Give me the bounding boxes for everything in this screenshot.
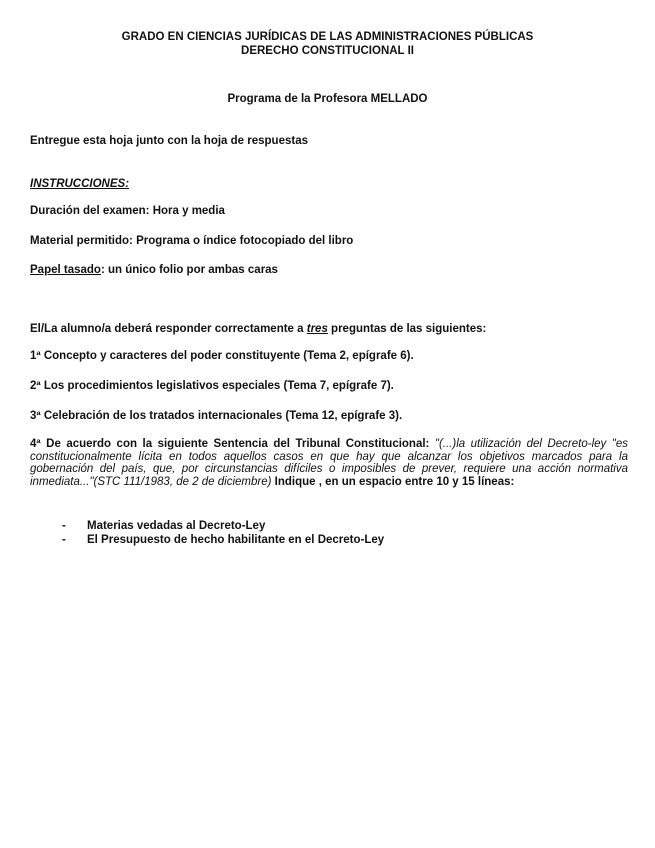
question-4-lead: 4ª De acuerdo con la siguiente Sentencia del Tribunal Constitucional: <box>30 438 430 450</box>
bullet-dash: - <box>62 520 66 532</box>
prompt-after: preguntas de las siguientes: <box>327 323 487 335</box>
question-1: 1ª Concepto y caracteres del poder constituyente (Tema 2, epígrafe 6). <box>30 350 414 362</box>
answer-prompt <box>30 323 628 335</box>
list-item <box>62 520 265 532</box>
instructions-heading: INSTRUCCIONES: <box>30 178 130 190</box>
question-3: 3ª Celebración de los tratados internacionales (Tema 12, epígrafe 3). <box>30 410 403 422</box>
bullet-dash: - <box>62 534 66 546</box>
prompt-emphasis: tres <box>306 323 328 335</box>
question-2: 2ª Los procedimientos legislativos especiales (Tema 7, epígrafe 7). <box>30 380 394 392</box>
paper-rule-text: : un único folio por ambas caras <box>100 264 278 276</box>
list-item <box>62 534 384 546</box>
course-title: DERECHO CONSTITUCIONAL II <box>241 45 414 57</box>
exam-duration: Duración del examen: Hora y media <box>30 205 225 217</box>
question-4-tail: Indique , en un espacio entre 10 y 15 líneas: <box>271 475 515 488</box>
paper-rule-label: Papel tasado <box>30 264 101 276</box>
prompt-before: El/La alumno/a deberá responder correctamente a <box>30 323 307 335</box>
program-title: Programa de la Profesora MELLADO <box>227 93 428 105</box>
allowed-material: Material permitido: Programa o índice fotocopiado del libro <box>30 235 354 247</box>
list-item-text: El Presupuesto de hecho habilitante en el Decreto-Ley <box>87 534 385 546</box>
hand-in-notice: Entregue esta hoja junto con la hoja de respuestas <box>30 135 308 147</box>
degree-title: GRADO EN CIENCIAS JURÍDICAS DE LAS ADMINISTRACIONES PÚBLICAS <box>121 31 534 43</box>
question-4 <box>30 438 628 488</box>
paper-rule <box>30 264 628 276</box>
list-item-text: Materias vedadas al Decreto-Ley <box>87 520 266 532</box>
question-4-quote: "(...)la utilización del Decreto-ley "es constitucionalmente lícita en todos aquellos casos en que hay que alcanzar los objetivos marcados para la gobernación del país, que, por circunstancias difíciles o imposibles de prever, requiere una acción normativa inmediata..."(STC 111/1983, de 2 de diciembre) <box>30 438 628 488</box>
